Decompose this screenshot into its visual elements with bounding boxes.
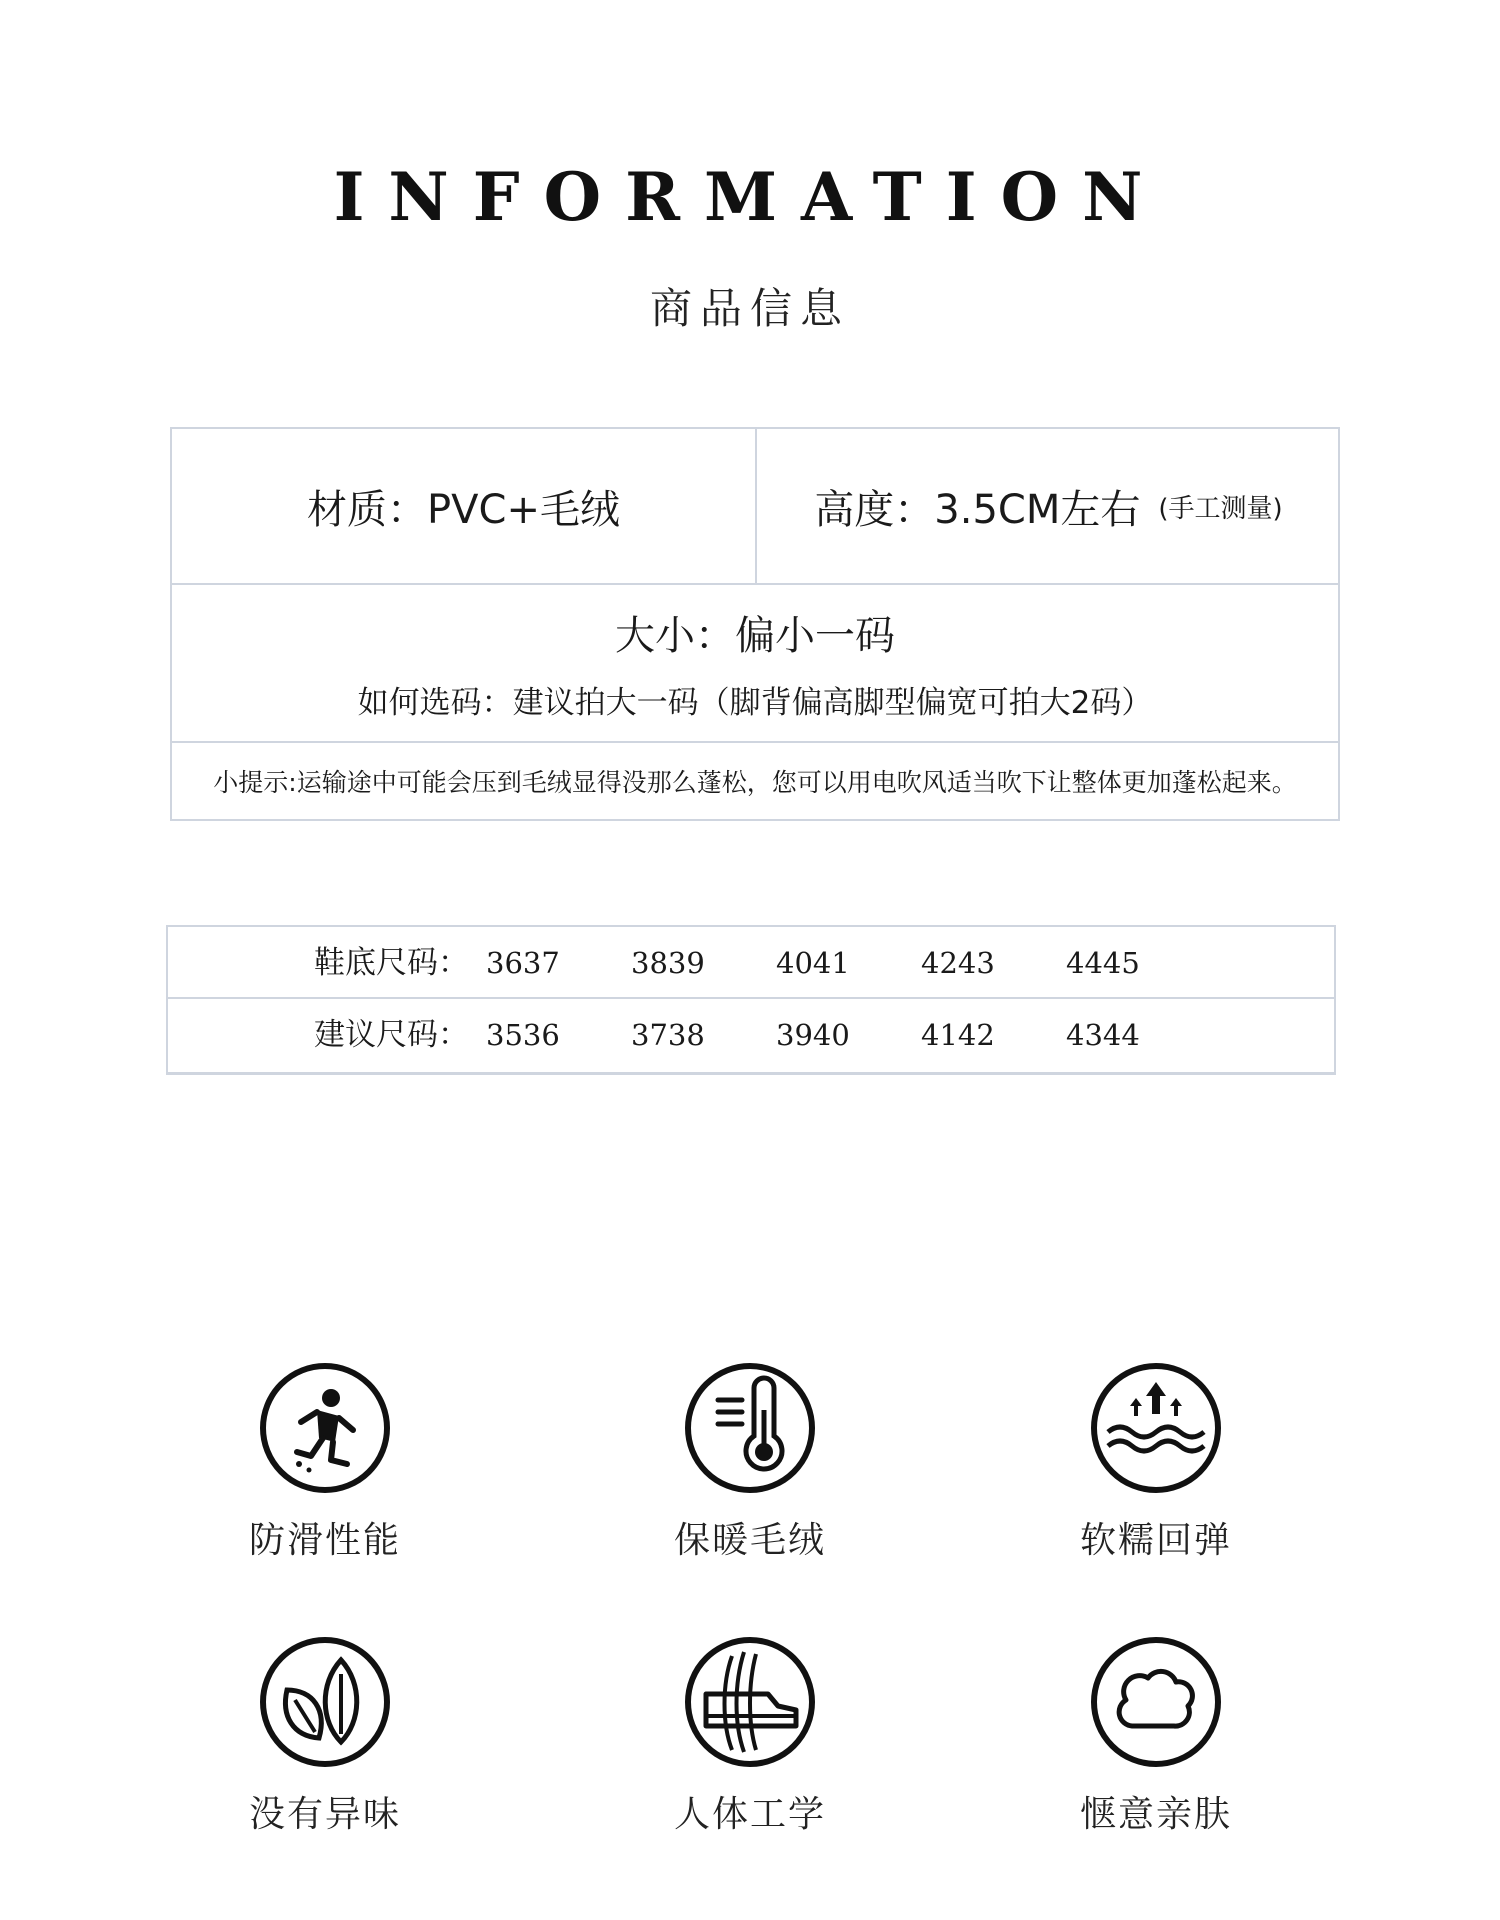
rebound-waves-icon [1088, 1360, 1224, 1496]
feature-anti-slip [195, 1360, 455, 1563]
feature-ergonomic [620, 1634, 880, 1837]
page-subtitle: 商品信息 [649, 284, 850, 333]
feature-label: 没有异味 [248, 1794, 401, 1835]
height-text: 高度：3.5CM左右 [814, 486, 1141, 533]
cloud-icon [1088, 1634, 1224, 1770]
tip-text: 小提示:运输途中可能会压到毛绒显得没那么蓬松，您可以用电吹风适当吹下让整体更加蓬松起来。 [213, 768, 1297, 797]
height-cell [757, 429, 1340, 585]
height-note: (手工测量) [1158, 493, 1283, 524]
leaves-icon [257, 1634, 393, 1770]
feature-soft-rebound [1026, 1360, 1286, 1563]
feature-label: 保暖毛绒 [673, 1520, 826, 1561]
table-cell: 4041 [776, 946, 850, 980]
anti-slip-icon [257, 1360, 393, 1496]
feature-warm-plush [620, 1360, 880, 1563]
feature-label: 人体工学 [673, 1794, 826, 1835]
table-cell: 3940 [776, 1018, 850, 1052]
size-table [166, 925, 1336, 1075]
size-advice-text: 如何选码：建议拍大一码（脚背偏高脚型偏宽可拍大2码） [357, 685, 1153, 721]
thermometer-icon [682, 1360, 818, 1496]
material-cell [172, 429, 757, 585]
size-text: 大小：偏小一码 [615, 613, 895, 659]
table-cell: 4344 [1066, 1018, 1140, 1052]
table-cell: 3637 [486, 946, 560, 980]
size-cell [172, 585, 1338, 743]
table-row [168, 927, 1334, 999]
row-label: 建议尺码： [314, 1017, 469, 1053]
table-cell: 3839 [631, 946, 705, 980]
feature-label: 防滑性能 [248, 1520, 401, 1561]
material-text: 材质：PVC+毛绒 [307, 486, 620, 533]
feature-no-odor [195, 1634, 455, 1837]
feature-label: 软糯回弹 [1079, 1520, 1232, 1561]
table-row [168, 999, 1334, 1071]
table-cell: 4243 [921, 946, 995, 980]
info-table [170, 427, 1340, 821]
table-cell: 4142 [921, 1018, 995, 1052]
table-cell: 3738 [631, 1018, 705, 1052]
feature-label: 惬意亲肤 [1079, 1794, 1232, 1835]
ergonomic-shoe-icon [682, 1634, 818, 1770]
table-cell: 4445 [1066, 946, 1140, 980]
table-cell: 3536 [486, 1018, 560, 1052]
row-label: 鞋底尺码： [314, 945, 469, 981]
page-title: INFORMATION [333, 158, 1167, 236]
feature-skin-friendly [1026, 1634, 1286, 1837]
tip-cell [172, 743, 1338, 819]
